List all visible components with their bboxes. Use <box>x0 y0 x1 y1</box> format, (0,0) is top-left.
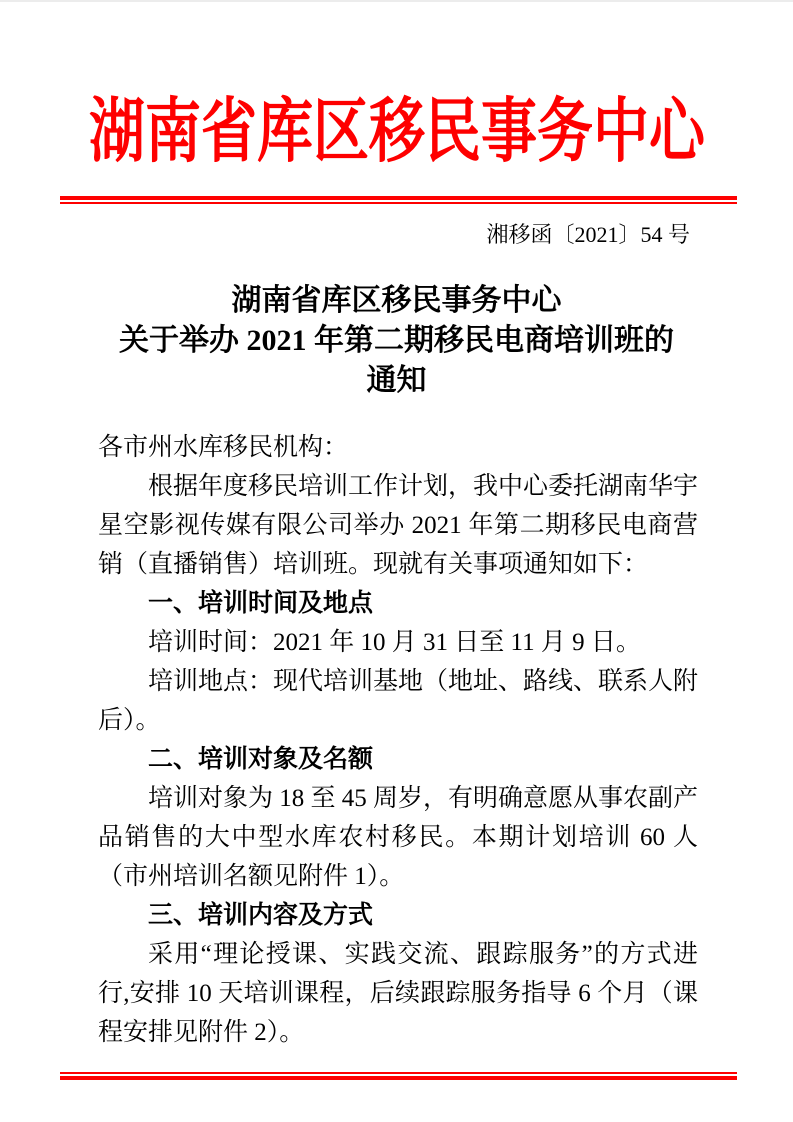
footer-divider <box>60 1072 737 1080</box>
section-heading-2-trainees-quota: 二、培训对象及名额 <box>148 745 374 773</box>
header-divider-thin-line <box>60 202 737 204</box>
section-heading-3-content-method: 三、培训内容及方式 <box>148 901 374 929</box>
header-divider-thick-line <box>60 196 737 200</box>
document-title-line-2: 关于举办 2021 年第二期移民电商培训班的 <box>119 324 674 357</box>
letterhead <box>0 2 793 171</box>
letterhead-title: 湖南省库区移民事务中心 <box>88 94 705 171</box>
header-divider <box>60 196 737 204</box>
paragraph-intro: 根据年度移民培训工作计划，我中心委托湖南华宇星空影视传媒有限公司举办 2021 年第二期移民电商营销（直播销售）培训班。现就有关事项通知如下： <box>98 473 699 578</box>
document-number: 湘移函〔2021〕54 号 <box>486 222 690 247</box>
paragraph-trainees: 培训对象为 18 至 45 周岁，有明确意愿从事农副产品销售的大中型水库农村移民。本期计划培训 60 人（市州培训名额见附件 1）。 <box>98 785 699 890</box>
document-title <box>0 281 793 401</box>
paragraph-training-time: 培训时间：2021 年 10 月 31 日至 11 月 9 日。 <box>148 629 641 656</box>
document-body <box>98 428 698 1052</box>
salutation: 各市州水库移民机构： <box>98 434 349 461</box>
paragraph-training-location: 培训地点：现代培训基地（地址、路线、联系人附后）。 <box>98 668 699 734</box>
document-title-line-3: 通知 <box>366 364 427 397</box>
footer-divider-thick-line <box>60 1076 737 1080</box>
document-title-line-1: 湖南省库区移民事务中心 <box>231 284 562 317</box>
section-heading-1-time-location: 一、培训时间及地点 <box>148 589 374 617</box>
paragraph-method: 采用“理论授课、实践交流、跟踪服务”的方式进行,安排 10 天培训课程，后续跟踪服务指导 6 个月（课程安排见附件 2）。 <box>98 941 698 1046</box>
footer-divider-thin-line <box>60 1072 737 1074</box>
